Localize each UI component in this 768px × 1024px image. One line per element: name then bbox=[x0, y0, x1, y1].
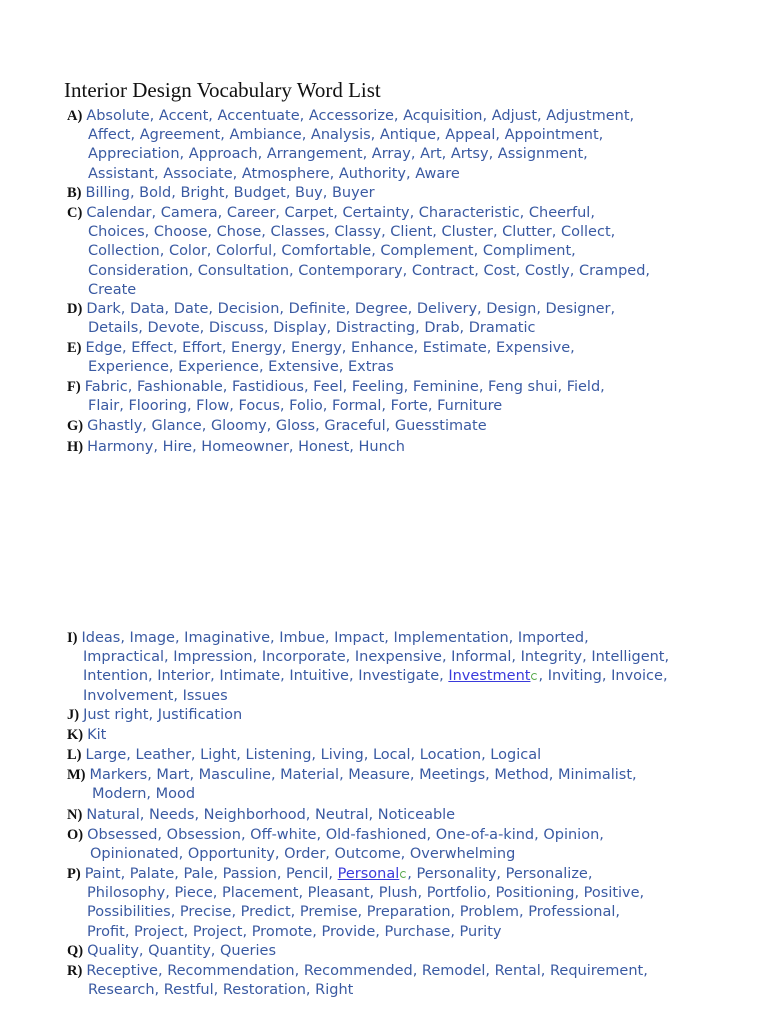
entry-letter: Q) bbox=[67, 943, 84, 959]
entry-n bbox=[67, 806, 455, 825]
entry-line: Possibilities, Precise, Predict, Premise, Preparation, Problem, Professional, bbox=[87, 904, 620, 921]
entry-line: Consideration, Consultation, Contemporary, Contract, Cost, Costly, Cramped, bbox=[88, 262, 651, 279]
entry-line: Research, Restful, Restoration, Right bbox=[88, 982, 354, 999]
entry-letter: C) bbox=[67, 205, 83, 221]
entry-letter: L) bbox=[67, 747, 82, 763]
entry-letter: G) bbox=[67, 418, 84, 434]
entry-c bbox=[67, 204, 650, 300]
entry-words: Dark, Data, Date, Decision, Definite, Degree, Delivery, Design, Designer, bbox=[86, 301, 616, 317]
entry-line: Create bbox=[88, 281, 137, 298]
entry-words: Intention, Interior, Intimate, Intuitive, Investigate, bbox=[83, 668, 449, 685]
entry-line: Details, Devote, Discuss, Display, Distracting, Drab, Dramatic bbox=[88, 320, 536, 337]
entry-line: Flair, Flooring, Flow, Focus, Folio, Formal, Forte, Furniture bbox=[88, 398, 503, 415]
entry-i bbox=[67, 629, 669, 706]
entry-words: Quality, Quantity, Queries bbox=[87, 943, 277, 959]
entry-words: Large, Leather, Light, Listening, Living, Local, Location, Logical bbox=[85, 747, 542, 763]
entry-line bbox=[67, 826, 604, 845]
entry-words: Absolute, Accent, Accentuate, Accessorize, Acquisition, Adjust, Adjustment, bbox=[86, 108, 635, 124]
entry-r bbox=[67, 962, 648, 1000]
entry-f bbox=[67, 378, 605, 416]
entry-line bbox=[67, 746, 541, 765]
entry-line: Affect, Agreement, Ambiance, Analysis, Antique, Appeal, Appointment, bbox=[88, 127, 604, 144]
entry-line: Opinionated, Opportunity, Order, Outcome, Overwhelming bbox=[90, 846, 516, 863]
entry-letter: A) bbox=[67, 108, 83, 124]
entry-letter: N) bbox=[67, 807, 83, 823]
entry-line: Philosophy, Piece, Placement, Pleasant, Plush, Portfolio, Positioning, Positive, bbox=[87, 885, 645, 902]
entry-line bbox=[67, 766, 637, 785]
entry-letter: H) bbox=[67, 439, 84, 455]
entry-line bbox=[67, 629, 669, 648]
entry-letter: E) bbox=[67, 340, 82, 356]
personal-link[interactable]: Personal bbox=[337, 866, 400, 882]
entry-line: Assistant, Associate, Atmosphere, Authority, Aware bbox=[88, 165, 460, 182]
entry-words: Obsessed, Obsession, Off-white, Old-fashioned, One-of-a-kind, Opinion, bbox=[87, 827, 604, 843]
entry-j bbox=[67, 706, 242, 725]
entry-line: Involvement, Issues bbox=[83, 687, 228, 704]
entry-e bbox=[67, 339, 575, 377]
entry-a bbox=[67, 107, 634, 184]
entry-line: Appreciation, Approach, Arrangement, Array, Art, Artsy, Assignment, bbox=[88, 146, 588, 163]
entry-letter: M) bbox=[67, 767, 86, 783]
entry-line bbox=[67, 184, 375, 203]
entry-o bbox=[67, 826, 604, 864]
entry-line bbox=[67, 706, 242, 725]
entry-words: Fabric, Fashionable, Fastidious, Feel, Feeling, Feminine, Feng shui, Field, bbox=[84, 379, 605, 395]
entry-line bbox=[67, 204, 650, 223]
investment-link[interactable]: Investment bbox=[448, 668, 531, 685]
entry-line bbox=[67, 378, 605, 397]
entry-k bbox=[67, 726, 106, 745]
entry-line bbox=[67, 300, 615, 319]
entry-letter: B) bbox=[67, 185, 82, 201]
entry-line bbox=[67, 107, 634, 126]
entry-words: Billing, Bold, Bright, Budget, Buy, Buyer bbox=[85, 185, 375, 201]
entry-letter: J) bbox=[67, 707, 80, 723]
entry-line bbox=[67, 865, 644, 884]
entry-words: Harmony, Hire, Homeowner, Honest, Hunch bbox=[87, 439, 405, 455]
entry-line bbox=[67, 962, 648, 981]
entry-words: Kit bbox=[87, 727, 107, 743]
entry-letter: I) bbox=[67, 630, 78, 646]
entry-letter: D) bbox=[67, 301, 83, 317]
entry-line: Experience, Experience, Extensive, Extras bbox=[88, 359, 394, 376]
entry-g bbox=[67, 417, 487, 436]
entry-line bbox=[67, 667, 669, 686]
entry-words: , Personality, Personalize, bbox=[407, 866, 593, 882]
entry-line: Collection, Color, Colorful, Comfortable, Complement, Compliment, bbox=[88, 243, 576, 260]
entry-line bbox=[67, 438, 405, 457]
entry-p bbox=[67, 865, 644, 942]
entry-words: Natural, Needs, Neighborhood, Neutral, Noticeable bbox=[86, 807, 456, 823]
entry-m bbox=[67, 766, 637, 804]
entry-line: Choices, Choose, Chose, Classes, Classy, Client, Cluster, Clutter, Collect, bbox=[88, 224, 616, 241]
entry-line bbox=[67, 417, 487, 436]
page-title: Interior Design Vocabulary Word List bbox=[64, 78, 381, 102]
entry-words: Calendar, Camera, Career, Carpet, Certainty, Characteristic, Cheerful, bbox=[86, 205, 595, 221]
entry-words: Ideas, Image, Imaginative, Imbue, Impact, Implementation, Imported, bbox=[81, 630, 589, 646]
entry-q bbox=[67, 942, 276, 961]
entry-letter: R) bbox=[67, 963, 83, 979]
entry-letter: O) bbox=[67, 827, 84, 843]
entry-words: Markers, Mart, Masculine, Material, Measure, Meetings, Method, Minimalist, bbox=[89, 767, 637, 783]
entry-line: Modern, Mood bbox=[92, 786, 196, 803]
entry-letter: F) bbox=[67, 379, 81, 395]
entry-d bbox=[67, 300, 615, 338]
entry-words: Edge, Effect, Effort, Energy, Energy, Enhance, Estimate, Expensive, bbox=[85, 340, 575, 356]
entry-words: Receptive, Recommendation, Recommended, Remodel, Rental, Requirement, bbox=[86, 963, 648, 979]
entry-letter: P) bbox=[67, 866, 81, 882]
entry-words: Paint, Palate, Pale, Passion, Pencil, bbox=[84, 866, 338, 882]
entry-l bbox=[67, 746, 541, 765]
entry-line bbox=[67, 726, 106, 745]
entry-line: Profit, Project, Project, Promote, Provide, Purchase, Purity bbox=[87, 923, 502, 940]
entry-line bbox=[67, 942, 276, 961]
entry-letter: K) bbox=[67, 727, 84, 743]
entry-line bbox=[67, 339, 575, 358]
entry-line: Impractical, Impression, Incorporate, Inexpensive, Informal, Integrity, Intelligent, bbox=[83, 649, 670, 666]
entry-words: Ghastly, Glance, Gloomy, Gloss, Graceful, Guesstimate bbox=[87, 418, 487, 434]
entry-words: , Inviting, Invoice, bbox=[538, 668, 668, 685]
entry-words: Just right, Justification bbox=[83, 707, 243, 723]
entry-line bbox=[67, 806, 455, 825]
entry-b bbox=[67, 184, 375, 203]
entry-h bbox=[67, 438, 405, 457]
